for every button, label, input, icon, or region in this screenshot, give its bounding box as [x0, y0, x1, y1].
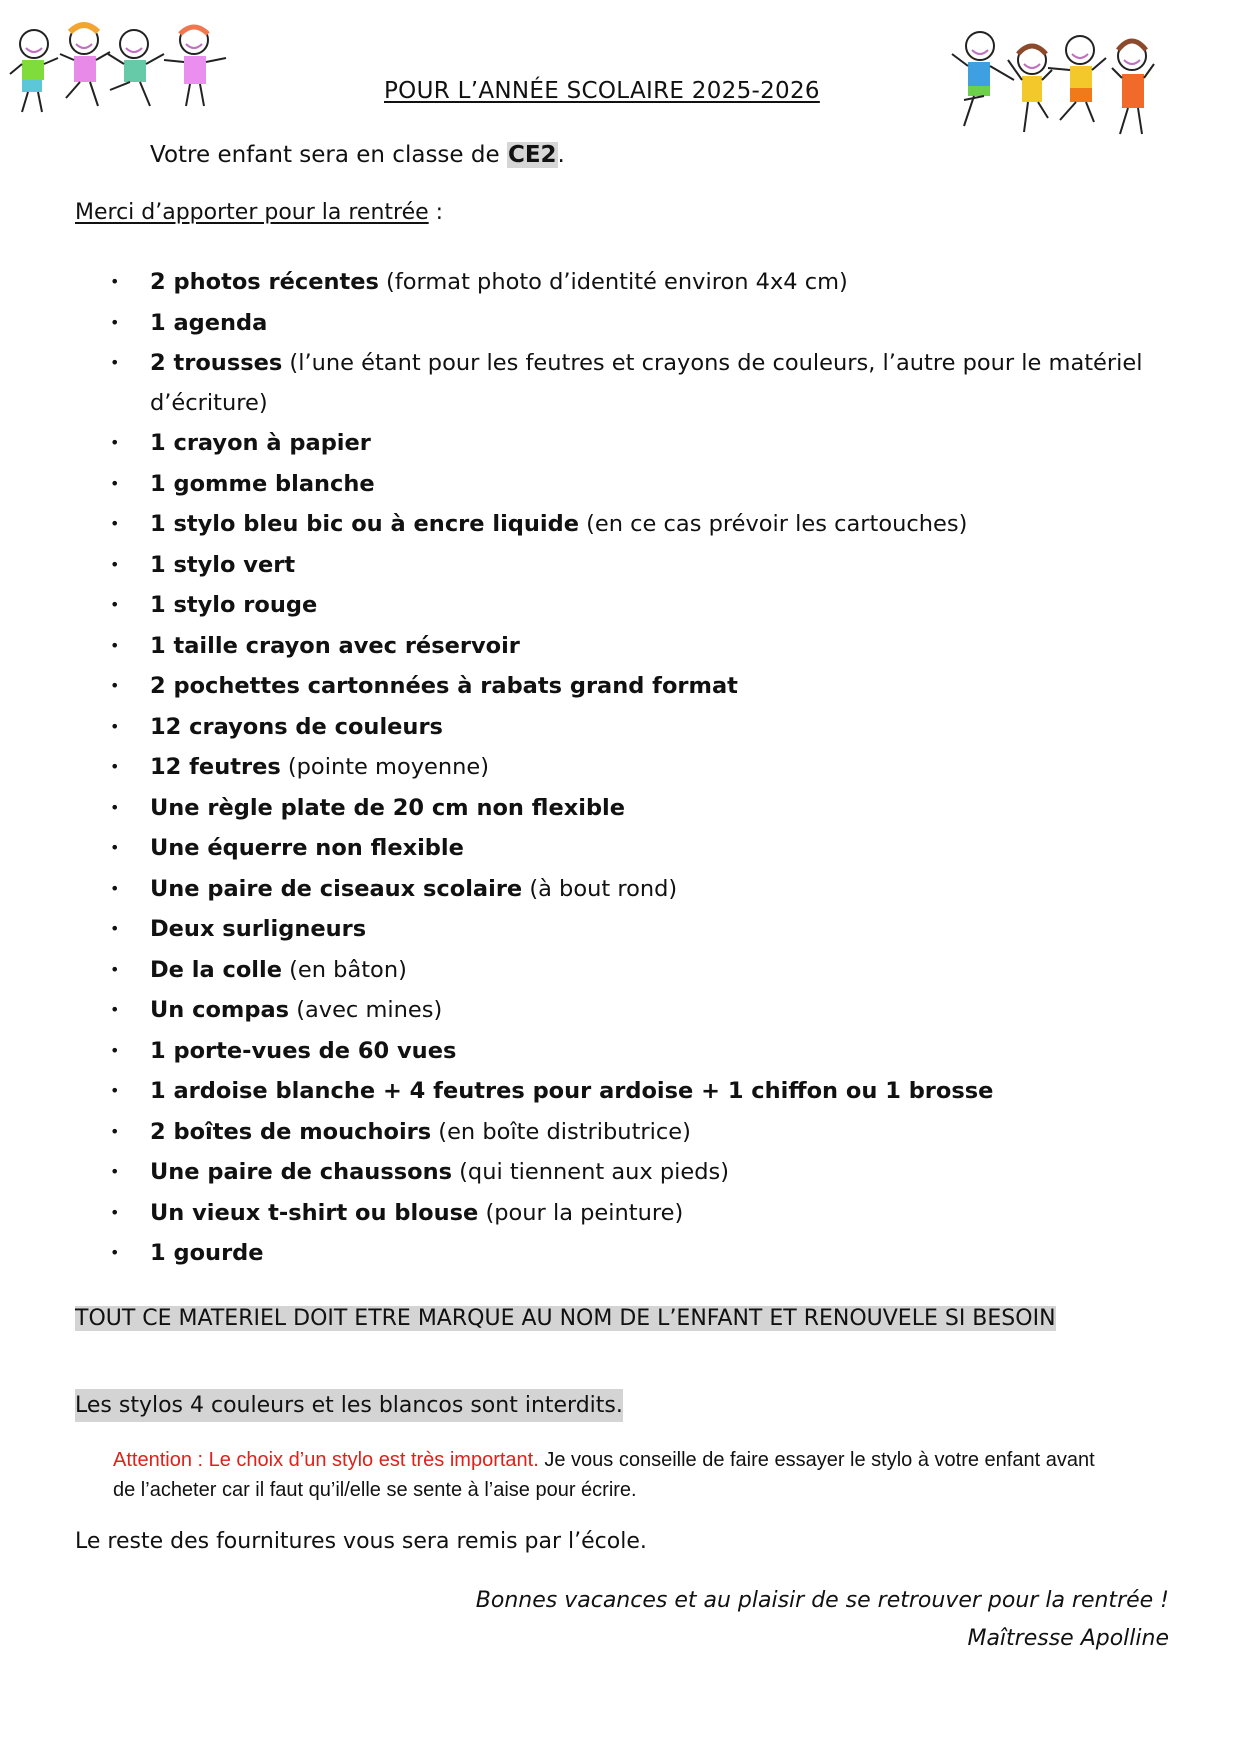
kids-illustration-left	[4, 14, 234, 124]
list-item	[110, 303, 1170, 344]
item-note: (pointe moyenne)	[280, 754, 490, 780]
item-note: (en bâton)	[281, 956, 407, 983]
list-item	[110, 1071, 1170, 1112]
list-item	[110, 990, 1170, 1031]
list-item	[110, 343, 1170, 423]
list-item	[110, 666, 1170, 707]
page-title: POUR L’ANNÉE SCOLAIRE 2025-2026	[384, 78, 820, 104]
labeling-warning-text: TOUT CE MATERIEL DOIT ETRE MARQUE AU NOM DE L’ENFANT ET RENOUVELE SI BESOIN	[75, 1306, 1056, 1331]
item-note: (en ce cas prévoir les cartouches)	[578, 511, 968, 537]
intro-text: Merci d’apporter pour la rentrée	[75, 200, 429, 225]
list-item	[110, 464, 1170, 505]
class-info-suffix: .	[557, 142, 565, 168]
list-item	[110, 1112, 1170, 1153]
labeling-warning	[75, 1301, 1125, 1337]
list-item	[110, 828, 1170, 869]
supply-list	[110, 262, 1170, 1274]
item-name: 1 taille crayon avec réservoir	[150, 632, 520, 659]
item-name: 1 gomme blanche	[150, 470, 375, 497]
item-name: 1 stylo bleu bic ou à encre liquide	[150, 511, 579, 537]
item-name: Une paire de chaussons	[150, 1159, 452, 1185]
forbidden-items-notice	[75, 1393, 623, 1418]
item-name: 1 crayon à papier	[150, 430, 371, 456]
signature: Maîtresse Apolline	[967, 1626, 1169, 1651]
item-note: (format photo d’identité environ 4x4 cm)	[378, 269, 848, 295]
item-name: Deux surligneurs	[150, 916, 367, 942]
item-name: 12 crayons de couleurs	[150, 713, 443, 740]
item-name: 1 stylo rouge	[150, 592, 318, 618]
attention-highlight: Attention : Le choix d’un stylo est très important.	[113, 1449, 539, 1471]
list-item	[110, 626, 1170, 667]
intro-suffix: :	[428, 200, 444, 225]
list-item	[110, 909, 1170, 950]
item-name: Une équerre non flexible	[150, 835, 464, 861]
item-name: 1 porte-vues de 60 vues	[150, 1037, 457, 1064]
attention-note	[113, 1445, 1113, 1505]
class-name-highlight: CE2	[507, 142, 557, 168]
attention-text: Je vous conseille de faire essayer le stylo à votre enfant avant de l’acheter car il faut qu’il/elle se sente à l’aise pour écrire.	[113, 1449, 1095, 1501]
list-item	[110, 747, 1170, 788]
item-note: (qui tiennent aux pieds)	[451, 1159, 730, 1185]
list-item	[110, 545, 1170, 586]
item-name: Une paire de ciseaux scolaire	[150, 875, 523, 902]
item-note: (en boîte distributrice)	[431, 1118, 691, 1145]
item-name: Un compas	[150, 997, 290, 1023]
closing	[476, 1582, 1169, 1658]
item-note: (avec mines)	[289, 997, 443, 1023]
class-info-prefix: Votre enfant sera en classe de	[150, 142, 507, 168]
list-item	[110, 788, 1170, 829]
item-note: (pour la peinture)	[478, 1199, 684, 1226]
item-name: 1 stylo vert	[150, 551, 296, 578]
item-name: 1 ardoise blanche + 4 feutres pour ardoise + 1 chiffon ou 1 brosse	[150, 1078, 994, 1104]
list-item	[110, 1233, 1170, 1274]
list-item	[110, 869, 1170, 910]
item-name: 2 pochettes cartonnées à rabats grand format	[150, 673, 738, 699]
closing-message: Bonnes vacances et au plaisir de se retrouver pour la rentrée !	[475, 1588, 1169, 1613]
item-name: De la colle	[150, 956, 282, 983]
item-name: 1 gourde	[150, 1240, 264, 1266]
item-name: 2 trousses	[150, 350, 283, 376]
item-note: (l’une étant pour les feutres et crayons de couleurs, l’autre pour le matériel d’écriture)	[150, 350, 1143, 416]
list-item	[110, 707, 1170, 748]
kids-illustration-right	[940, 14, 1170, 144]
item-name: 2 boîtes de mouchoirs	[150, 1118, 432, 1145]
list-item	[110, 1031, 1170, 1072]
item-name: Une règle plate de 20 cm non flexible	[150, 794, 626, 821]
forbidden-items-text: Les stylos 4 couleurs et les blancos sont interdits.	[75, 1389, 623, 1422]
class-info	[150, 142, 565, 168]
list-item	[110, 504, 1170, 545]
item-name: 1 agenda	[150, 309, 268, 336]
list-item	[110, 1193, 1170, 1234]
list-item	[110, 262, 1170, 303]
item-name: 2 photos récentes	[150, 269, 379, 295]
rest-supplies-note: Le reste des fournitures vous sera remis par l’école.	[75, 1529, 647, 1554]
item-name: Un vieux t-shirt ou blouse	[150, 1199, 479, 1226]
list-item	[110, 423, 1170, 464]
list-item	[110, 585, 1170, 626]
intro-line	[75, 200, 443, 225]
list-item	[110, 950, 1170, 991]
item-name: 12 feutres	[150, 754, 281, 780]
item-note: (à bout rond)	[522, 875, 678, 902]
list-item	[110, 1152, 1170, 1193]
